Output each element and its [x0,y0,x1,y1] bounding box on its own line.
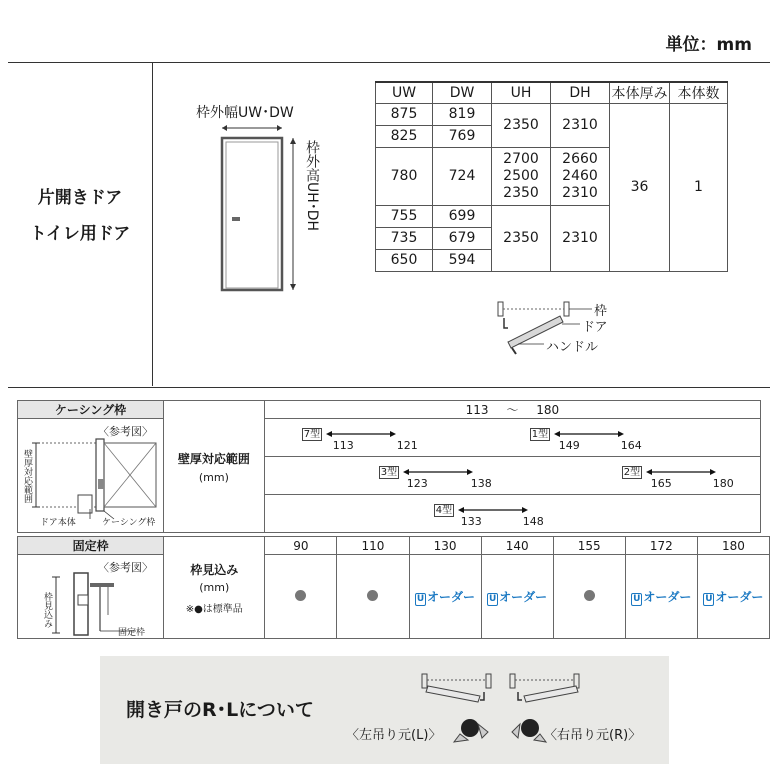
type-2-arrow [646,467,716,477]
fixed-value-130 [409,555,481,639]
fixed-value-90 [265,555,337,639]
order-text: オーダー [715,589,764,604]
type-3-min: 123 [406,477,428,490]
dw-cell: 724 [433,148,492,206]
casing-type-row-3 [264,495,760,533]
fixed-value-180 [697,555,769,639]
casing-type-row-2 [264,457,760,495]
dh-value: 2310 [562,185,598,201]
fixed-col: 155 [553,537,625,555]
uh-value: 2500 [503,168,539,184]
col-dh: DH [551,82,610,104]
dw-cell: 819 [433,104,492,126]
casing-range-header [264,401,760,419]
fixed-frame-label: 固定枠 [118,628,146,638]
fixed-label-cell [164,537,265,639]
unit-label: 単位：mm [665,35,752,55]
height-label: 枠外高UH･DH [304,140,320,232]
type-4-max: 148 [522,515,544,528]
casing-range-label: 壁厚対応範囲 [177,451,250,466]
casing-section-diagram [18,419,163,525]
casing-ref-label: 〈参考図〉 [98,425,153,438]
uh-value: 2350 [503,185,539,201]
dh-value: 2660 [562,151,598,167]
type-1 [530,425,624,440]
col-count: 本体数 [670,82,728,104]
casing-side-label: 壁厚対応範囲 [22,449,32,503]
door-type-toilet: トイレ用ドア [29,224,131,244]
order-badge [415,590,475,604]
fixed-row-label: 枠見込み [190,562,239,577]
order-u-icon: U [416,593,425,604]
order-badge [703,590,763,604]
standard-dot-icon [367,590,378,601]
fixed-col: 90 [265,537,337,555]
casing-reference [18,419,163,528]
uw-cell: 825 [376,126,433,148]
casing-table [17,400,761,533]
order-text: オーダー [643,589,692,604]
casing-range-label-cell [164,401,265,533]
casing-frame-label: ケーシング枠 [102,518,156,528]
fixed-side-label: 枠見込み [42,592,52,628]
dh-value: 2460 [562,168,598,184]
col-uw: UW [376,82,433,104]
type-3 [379,463,473,478]
col-dw: DW [433,82,492,104]
order-u-icon: U [705,593,713,604]
dw-cell: 679 [433,228,492,250]
fixed-reference-cell [18,555,164,639]
fixed-row-unit: (mm) [199,580,230,594]
fixed-col: 180 [697,537,769,555]
order-text: オーダー [499,589,548,604]
type-7-max: 121 [396,439,418,452]
dh-cell: 2310 [551,206,610,272]
casing-title: ケーシング枠 [18,401,164,419]
type-2 [622,463,716,478]
order-badge [631,590,691,604]
rl-title: 開き戸のR･Lについて [126,699,314,721]
type-2-max: 180 [712,477,734,490]
type-7-arrow [326,429,396,439]
order-u-icon: U [633,593,641,604]
casing-row-1-inner [265,419,760,456]
fixed-col: 110 [337,537,409,555]
spec-table [375,81,728,272]
dh-cell [551,148,610,206]
type-7 [302,425,396,440]
uw-cell: 735 [376,228,433,250]
door-body-label: ドア本体 [40,518,76,528]
fixed-value-172 [625,555,697,639]
fixed-reference [18,555,163,638]
order-text: オーダー [427,589,476,604]
width-label: 枠外幅UW･DW [196,105,294,121]
type-7-badge: 7型 [303,429,321,440]
casing-type-row-1 [264,419,760,457]
frame-label: 枠 [594,304,608,319]
type-3-arrow [403,467,473,477]
type-1-badge: 1型 [531,429,549,440]
type-2-min: 165 [650,477,672,490]
type-4-min: 133 [460,515,482,528]
uh-cell: 2350 [492,104,551,148]
casing-reference-cell [18,419,164,533]
uh-cell [492,148,551,206]
uh-cell: 2350 [492,206,551,272]
casing-range-unit: (mm) [198,470,229,484]
order-u-icon: U [488,593,497,604]
type-7-min: 113 [332,439,354,452]
table-row [376,104,728,126]
dw-cell: 699 [433,206,492,228]
uw-cell: 755 [376,206,433,228]
type-1-max: 164 [620,439,642,452]
uh-value: 2700 [503,151,539,167]
dw-cell: 594 [433,250,492,272]
right-hinge-label: 〈右吊り元(R)〉 [544,728,642,743]
left-hinge-label: 〈左吊り元(L)〉 [346,728,442,743]
fixed-ref-label: 〈参考図〉 [98,561,153,574]
uw-cell: 875 [376,104,433,126]
count-cell: 1 [670,104,728,272]
type-4-badge: 4型 [435,505,453,516]
handle-label: ハンドル [546,340,599,355]
section-divider [152,62,153,386]
uw-cell: 780 [376,148,433,206]
fixed-title: 固定枠 [18,537,164,555]
fixed-table [17,536,770,639]
door-type-single: 片開きドア [37,188,123,208]
fixed-col: 130 [409,537,481,555]
range-max: 180 [536,403,560,417]
standard-dot-icon [584,590,595,601]
type-4 [434,501,528,516]
uw-cell: 650 [376,250,433,272]
fixed-value-110 [337,555,409,639]
range-sep: ～ [506,403,519,417]
fixed-col: 140 [481,537,553,555]
fixed-col: 172 [625,537,697,555]
casing-row-2-inner [265,457,760,494]
col-uh: UH [492,82,551,104]
fixed-note: ※●は標準品 [185,603,243,615]
fixed-value-155 [553,555,625,639]
dh-cell: 2310 [551,104,610,148]
type-4-arrow [458,505,528,515]
type-2-badge: 2型 [623,467,641,478]
type-1-min: 149 [558,439,580,452]
dw-cell: 769 [433,126,492,148]
range-min: 113 [465,403,489,417]
col-thickness: 本体厚み [610,82,670,104]
door-label: ドア [582,320,608,335]
type-3-max: 138 [470,477,492,490]
type-1-arrow [554,429,624,439]
fixed-value-140 [481,555,553,639]
standard-dot-icon [295,590,306,601]
type-3-badge: 3型 [380,467,398,478]
order-badge [487,590,547,604]
thickness-cell: 36 [610,104,670,272]
casing-row-3-inner [265,495,760,532]
